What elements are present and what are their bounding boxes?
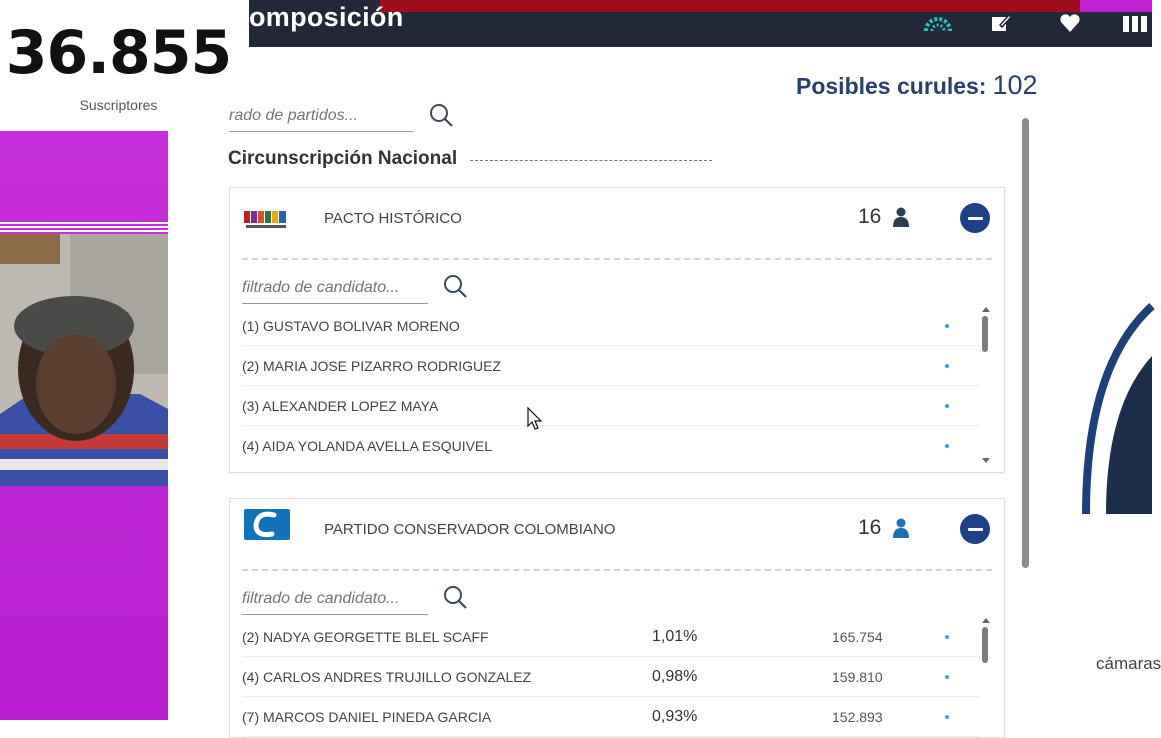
candidate-name: (2) NADYA GEORGETTE BLEL SCAFF [242, 629, 489, 645]
section-divider [470, 160, 712, 161]
candidate-row[interactable] [242, 426, 980, 466]
mouse-cursor-icon [527, 407, 543, 431]
composition-chart [1082, 296, 1152, 516]
candidate-filter-input[interactable] [242, 585, 422, 613]
scroll-up-icon[interactable] [982, 307, 990, 312]
scroll-down-icon[interactable] [982, 458, 990, 463]
card-divider [242, 569, 992, 571]
collapse-button[interactable] [960, 203, 990, 233]
party-card [229, 498, 1005, 738]
candidate-status-dot [945, 364, 949, 368]
candidate-status-dot [945, 404, 949, 408]
candidate-list [242, 306, 980, 466]
candidate-status-dot [945, 715, 949, 719]
possible-seats-label: Posibles curules: [796, 73, 987, 99]
edit-icon[interactable] [988, 10, 1014, 36]
search-icon[interactable] [441, 272, 469, 300]
section-title: Circunscripción Nacional [228, 148, 458, 169]
candidate-name: (2) MARIA JOSE PIZARRO RODRIGUEZ [242, 358, 502, 374]
party-name: PACTO HISTÓRICO [324, 210, 462, 227]
subscriber-label: Suscriptores [79, 97, 158, 113]
candidate-votes: 152.893 [832, 709, 883, 725]
person-icon [892, 207, 910, 227]
candidate-filter-field [242, 585, 428, 615]
candidate-name: (1) GUSTAVO BOLIVAR MORENO [242, 318, 460, 334]
candidate-votes: 165.754 [832, 629, 883, 645]
candidate-percentage: 0,98% [652, 668, 698, 685]
candidate-row[interactable] [242, 697, 980, 737]
minus-icon [968, 528, 983, 531]
chamber-chart-icon[interactable] [925, 10, 951, 36]
columns-icon[interactable] [1122, 10, 1148, 36]
party-card-header[interactable] [230, 188, 1004, 248]
candidate-status-dot [945, 444, 949, 448]
search-icon[interactable] [441, 583, 469, 611]
candidate-votes: 159.810 [832, 669, 883, 685]
subscriber-overlay [0, 0, 249, 131]
party-seat-count: 16 [858, 205, 882, 228]
candidate-row[interactable] [242, 346, 980, 386]
page-scrollbar[interactable] [1022, 118, 1029, 568]
candidate-list-scrollbar[interactable] [981, 618, 991, 663]
subscriber-count: 36.855 [5, 18, 232, 88]
candidate-name: (7) MARCOS DANIEL PINEDA GARCIA [242, 709, 492, 725]
party-card [229, 187, 1005, 473]
party-logo-pacto-historico [244, 208, 288, 230]
party-card-header[interactable] [230, 499, 1004, 559]
minus-icon [968, 217, 983, 220]
candidate-list-scrollbar[interactable] [981, 307, 991, 463]
scroll-thumb[interactable] [982, 316, 988, 352]
card-divider [242, 258, 992, 260]
candidate-percentage: 0,93% [652, 708, 698, 725]
candidate-status-dot [945, 324, 949, 328]
scroll-thumb[interactable] [982, 627, 988, 663]
party-filter-input[interactable] [229, 102, 409, 130]
candidate-list [242, 617, 980, 737]
header-accent-strip [380, 0, 1080, 12]
collapse-button[interactable] [960, 514, 990, 544]
candidate-row[interactable] [242, 306, 980, 346]
possible-seats-value: 102 [992, 70, 1038, 100]
heart-icon[interactable] [1057, 10, 1083, 36]
candidate-row[interactable] [242, 386, 980, 426]
person-icon [892, 518, 910, 538]
chart-legend-label: cámaras [1096, 654, 1161, 673]
scroll-up-icon[interactable] [982, 618, 990, 623]
candidate-status-dot [945, 675, 949, 679]
candidate-filter-field [242, 274, 428, 304]
candidate-percentage: 1,01% [652, 628, 698, 645]
candidate-name: (3) ALEXANDER LOPEZ MAYA [242, 398, 439, 414]
party-seat-count: 16 [858, 516, 882, 539]
party-logo-conservador [244, 509, 290, 540]
candidate-row[interactable] [242, 657, 980, 697]
candidate-name: (4) CARLOS ANDRES TRUJILLO GONZALEZ [242, 669, 532, 685]
candidate-status-dot [945, 635, 949, 639]
candidate-row[interactable] [242, 617, 980, 657]
webcam-feed [0, 234, 168, 486]
party-name: PARTIDO CONSERVADOR COLOMBIANO [324, 521, 616, 538]
possible-seats [796, 70, 1038, 101]
party-filter-field [229, 102, 413, 132]
candidate-filter-input[interactable] [242, 274, 422, 302]
search-icon[interactable] [427, 101, 455, 129]
candidate-name: (4) AIDA YOLANDA AVELLA ESQUIVEL [242, 438, 493, 454]
app-title: omposición [249, 2, 404, 32]
